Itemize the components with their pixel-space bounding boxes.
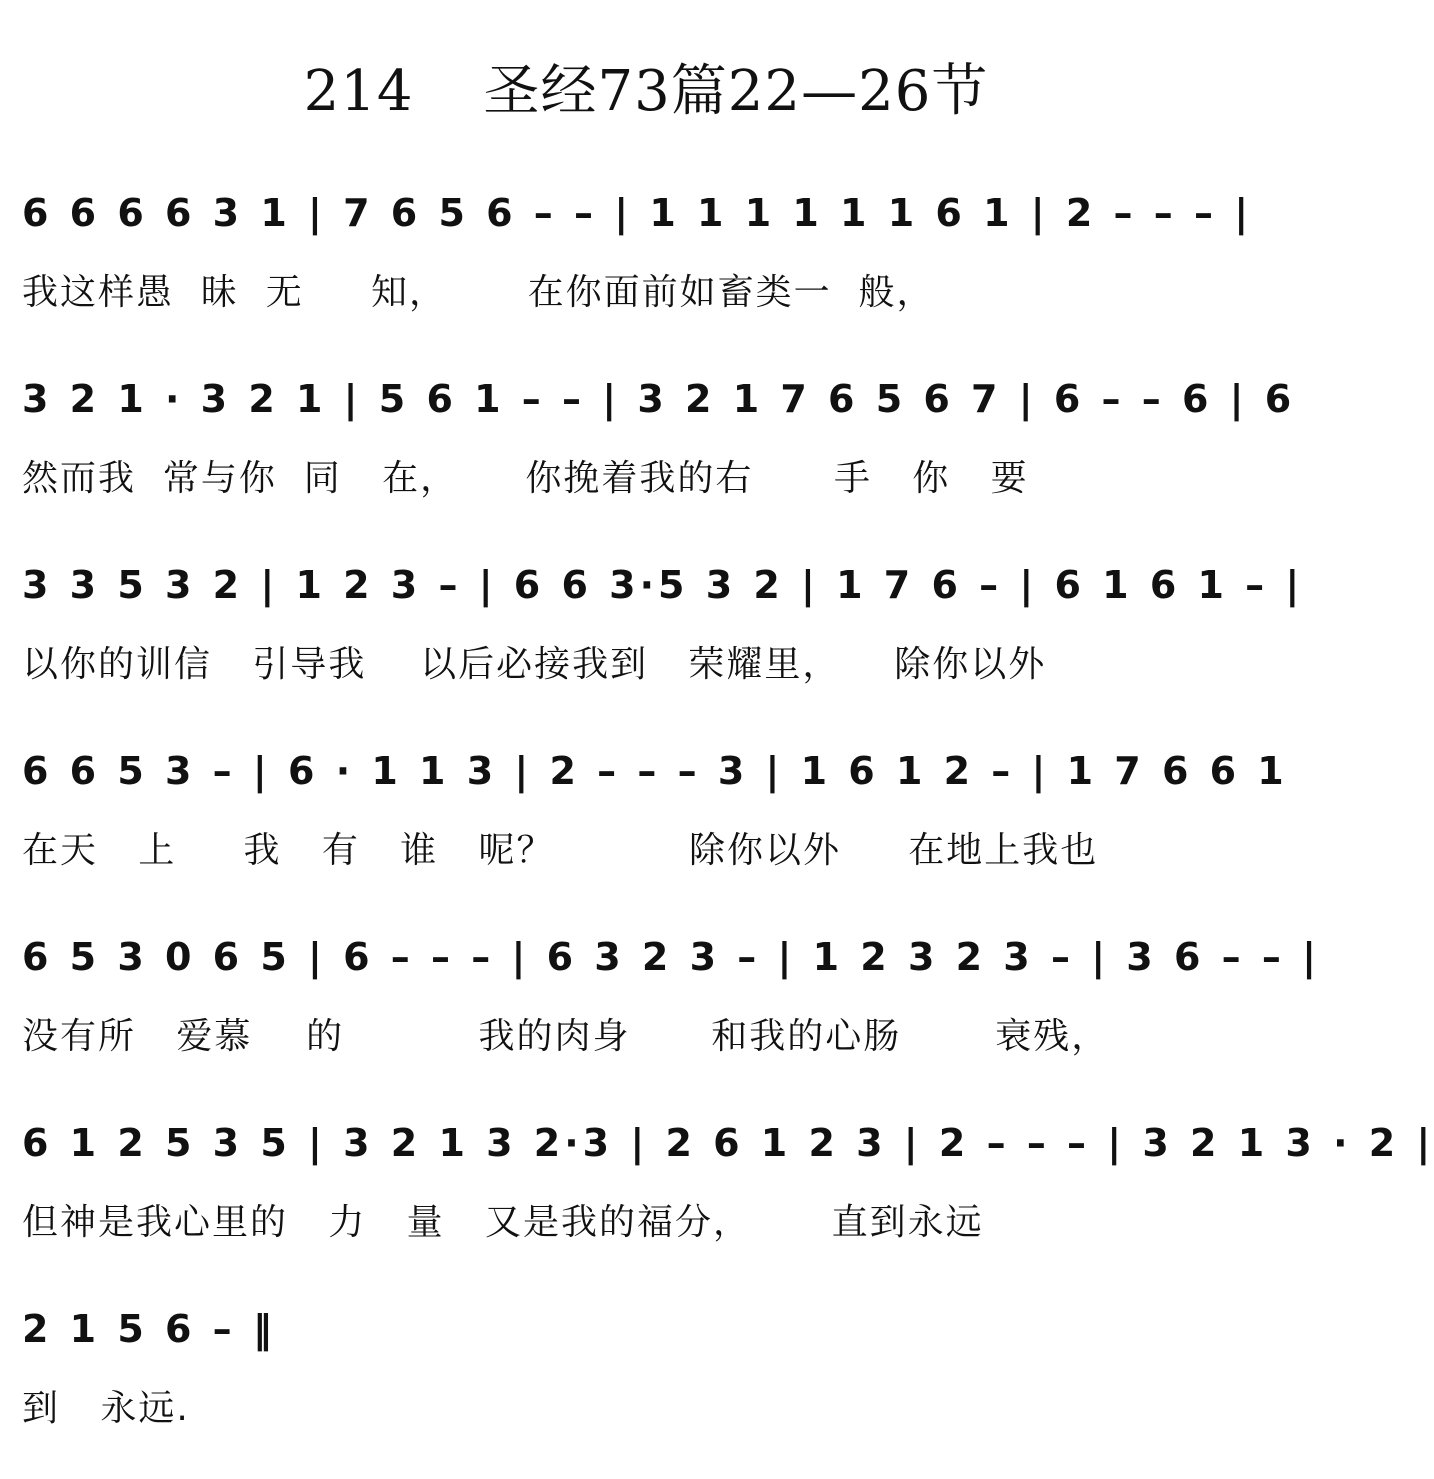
hymn-number: 214	[303, 59, 414, 124]
score-system-4	[22, 736, 1288, 886]
score-system-7	[22, 1294, 1277, 1444]
score-system-5	[22, 922, 1320, 1072]
lyrics-line: 但神是我心里的 力 量 又是我的福分， 直到永远	[22, 1202, 984, 1243]
page-title	[0, 52, 1292, 132]
notation-line: 6 6 6 6 3 1 | 7 6 5 6 – – | 1 1 1 1 1 1 6 1 | 2 – – – |	[22, 191, 1253, 235]
notation-line: 6 5 3 0 6 5 | 6 – – – | 6 3 2 3 – | 1 2 3 2 3 – | 3 6 – – |	[22, 935, 1320, 979]
notation-line: 3 3 5 3 2 | 1 2 3 – | 6 6 3·5 3 2 | 1 7 6 – | 6 1 6 1 – |	[22, 563, 1304, 607]
lyrics-line: 到 永远.	[22, 1388, 190, 1429]
lyrics-line: 在天 上 我 有 谁 呢？ 除你以外 在地上我也	[22, 830, 1099, 871]
score-system-3	[22, 550, 1304, 700]
score-system-2	[22, 364, 1296, 514]
score-system-6	[22, 1108, 1434, 1258]
lyrics-line: 我这样愚 昧 无 知， 在你面前如畜类一 般，	[22, 272, 935, 313]
notation-line: 2 1 5 6 – ‖	[22, 1307, 276, 1351]
lyrics-line: 以你的训信 引导我 以后必接我到 荣耀里， 除你以外	[22, 644, 1047, 685]
hymn-title: 圣经73篇22—26节	[483, 59, 989, 124]
lyrics-line: 然而我 常与你 同 在， 你挽着我的右 手 你 要	[22, 458, 1029, 499]
notation-line: 3 2 1 · 3 2 1 | 5 6 1 – – | 3 2 1 7 6 5 6 7 | 6 – – 6 | 6	[22, 377, 1296, 421]
notation-line: 6 1 2 5 3 5 | 3 2 1 3 2·3 | 2 6 1 2 3 | 2 – – – | 3 2 1 3 · 2 |	[22, 1121, 1434, 1165]
score-system-1	[22, 178, 1277, 328]
lyrics-line: 没有所 爱慕 的 我的肉身 和我的心肠 衰残，	[22, 1016, 1110, 1057]
notation-line: 6 6 5 3 – | 6 · 1 1 3 | 2 – – – 3 | 1 6 1 2 – | 1 7 6 6 1	[22, 749, 1288, 793]
